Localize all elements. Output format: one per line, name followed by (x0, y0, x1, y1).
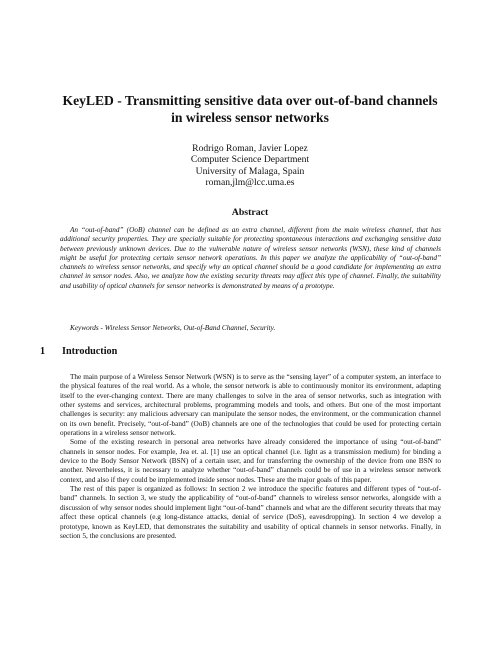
author-names: Rodrigo Roman, Javier Lopez (192, 143, 308, 154)
keywords-line: Keywords - Wireless Sensor Networks, Out-of-Band Channel, Security. (70, 324, 276, 332)
body-paragraph: Some of the existing research in personal area networks have already considered the importance of using “out-of-band” channels in sensor nodes. For example, Jea et. al. [1] use an optical channel (i.e. light as a transmission medium) for binding a device to the Body Sensor Network (BSN) of a certain user, and for transferring the ownership of the device from one BSN to another. Nevertheless, it is necessary to analyze whether “out-of-band” channels could be of use in a wireless sensor network context, and also if they could be implemented inside sensor nodes. These are the major goals of this paper. (60, 438, 441, 484)
section-title: Introduction (62, 346, 118, 357)
abstract-text: An “out-of-band” (OoB) channel can be defined as an extra channel, different from the main wireless channel, that has additional security properties. They are specially suitable for protecting spontaneous interactions and exchanging sensitive data between previously unknown devices. Due to the vulnerable nature of wireless sensor networks (WSN), these kind of channels might be useful for protecting certain sensor network operations. In this paper we analyze the applicability of “out-of-band” channels to wireless sensor networks, and specify why an optical channel should be a good candidate for implementing an extra channel in sensor nodes. Also, we analyze how the existing security threats may affect this type of channel. Finally, the suitability and usability of optical channels for sensor networks is demonstrated by means of a prototype. (60, 226, 441, 290)
introduction-body (60, 373, 441, 541)
author-university: University of Malaga, Spain (195, 165, 305, 177)
author-email: roman,jlm@lcc.uma.es (205, 176, 295, 188)
author-department: Computer Science Department (190, 154, 310, 166)
body-paragraph: The rest of this paper is organized as follows: In section 2 we introduce the specific features and different types of “out-of-band” channels. In section 3, we study the applicability of “out-of-band” channels to wireless sensor networks, alongside with a discussion of why sensor nodes should implement light “out-of-band” channels and what are the different security threats that may affect these optical channels (e.g long-distance attacks, denial of service (DoS), eavesdropping). In section 4 we develop a prototype, known as KeyLED, that demonstrates the suitability and usability of optical channels in sensor networks. Finally, in section 5, the conclusions are presented. (60, 485, 441, 540)
body-paragraph: The main purpose of a Wireless Sensor Network (WSN) is to serve as the “sensing layer” of a computer system, an interface to the physical features of the real world. As a whole, the sensor network is able to continuously monitor its environment, adapting itself to the ever-changing context. There are many challenges to solve in the area of sensor networks, such as integration with other systems and services, architectural problems, programming models and tools, and others. But one of the most important challenges is security: any malicious adversary can manipulate the sensor nodes, the environment, or the communication channel on its own benefit. Precisely, “out-of-band” (OoB) channels are one of the technologies that could be used for protecting certain operations in a wireless sensor network. (60, 373, 441, 438)
paper-title: KeyLED - Transmitting sensitive data over out-of-band channels in wireless sensor networks (62, 93, 438, 125)
section-heading-introduction (40, 346, 340, 358)
section-number: 1 (40, 346, 46, 357)
author-block (100, 143, 400, 188)
abstract-heading: Abstract (231, 207, 269, 218)
